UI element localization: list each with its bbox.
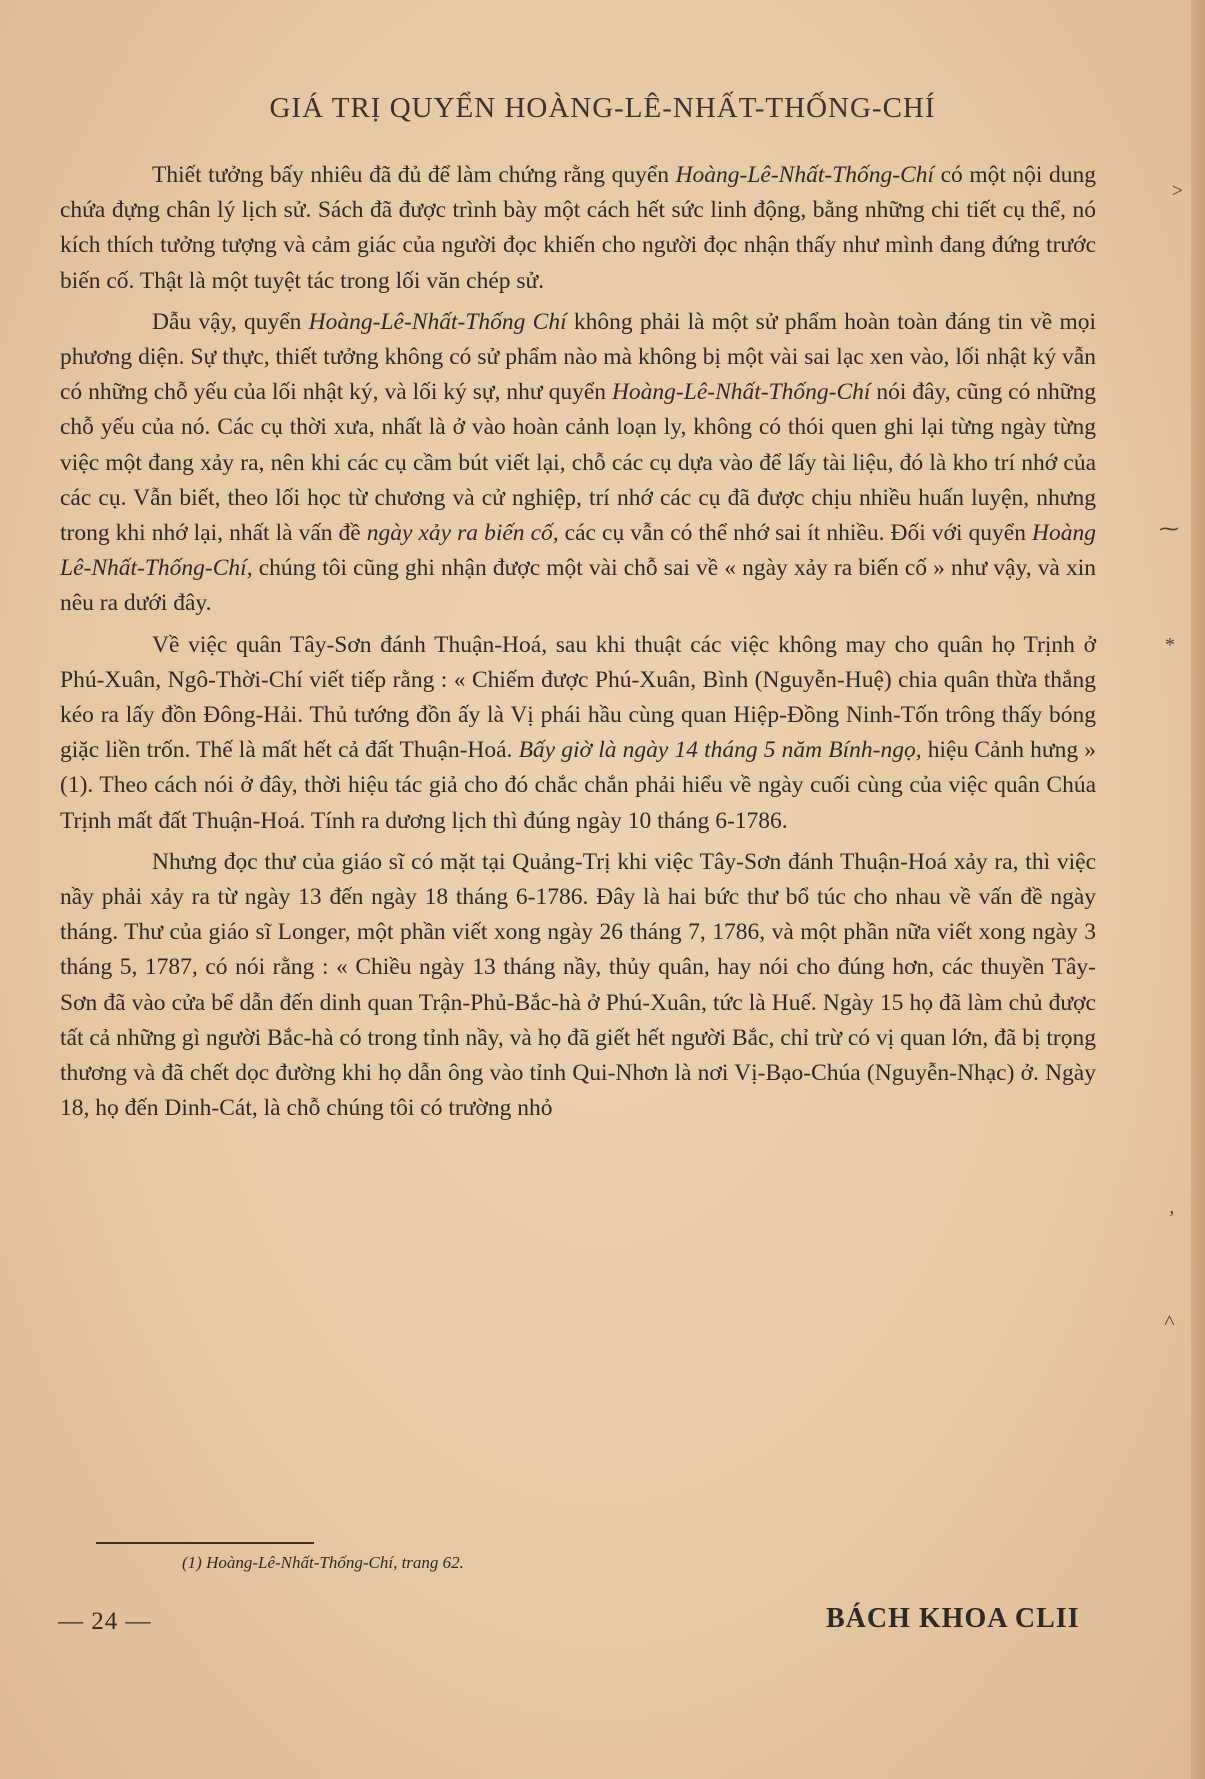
paragraph bbox=[60, 305, 1096, 622]
italic-run: Bấy giờ là ngày 14 tháng 5 năm Bính-ngọ, bbox=[518, 737, 922, 764]
magazine-issue: BÁCH KHOA CLII bbox=[826, 1603, 1080, 1634]
italic-run: Hoàng-Lê-Nhất-Thống-Chí bbox=[675, 162, 935, 188]
text-run: Về việc quân Tây-Sơn đánh Thuận-Hoá, sau khi thuật các việc không may cho quân họ Trịnh ở Phú-Xuân, Ngô-Thời-Chí viết tiếp rằng : « Chiếm được Phú-Xuân, Bình (Nguyễn-Huệ) chia quân thừa thắng kéo ra lấy đồn Đông-Hải. Thủ tướng đồn ấy là Vị phái hầu cùng quan Hiệp-Đồng Ninh-Tốn trông thấy bóng giặc liền trốn. Thế là mất hết cả đất Thuận-Hoá. bbox=[60, 631, 1096, 764]
article-title: GIÁ TRỊ QUYỂN HOÀNG-LÊ-NHẤT-THỐNG-CHÍ bbox=[269, 92, 936, 124]
margin-mark: * bbox=[1165, 634, 1175, 656]
footnote-divider bbox=[96, 1542, 314, 1544]
text-run: các cụ vẫn có thể nhớ sai ít nhiều. Đối với quyển bbox=[558, 520, 1033, 547]
italic-run: Hoàng-Lê-Nhất-Thống-Chí bbox=[611, 379, 871, 406]
margin-mark: ⁓ bbox=[1159, 518, 1179, 540]
italic-run: Hoàng-Lê-Nhất-Thống Chí bbox=[308, 308, 567, 335]
paragraph bbox=[60, 628, 1096, 839]
article-body bbox=[60, 158, 1096, 1132]
text-run: Dẫu vậy, quyển bbox=[152, 308, 309, 335]
italic-run: ngày xảy ra biến cố, bbox=[366, 520, 559, 547]
page-edge-shadow bbox=[1191, 0, 1205, 1779]
text-run: chúng tôi cũng ghi nhận được một vài chỗ sai về « ngày xảy ra biến cố » như vậy, và xin nêu ra dưới đây. bbox=[60, 555, 1096, 617]
text-run: nói đây, cũng có những chỗ yếu của nó. Các cụ thời xưa, nhất là ở vào hoàn cảnh loạn ly, không có thói quen ghi lại từng ngày từng việc một đang xảy ra, nên khi các cụ cầm bút viết lại, chỗ các cụ dựa vào để lấy tài liệu, đó là kho trí nhớ của các cụ. Vẫn biết, theo lối học từ chương và cử nghiệp, trí nhớ các cụ đã được chịu nhiều huấn luyện, nhưng trong khi nhớ lại, nhất là vấn đề bbox=[60, 379, 1097, 547]
page-number: — 24 — bbox=[58, 1608, 152, 1635]
margin-mark: ‚ bbox=[1168, 1196, 1175, 1218]
paragraph bbox=[60, 158, 1096, 299]
text-run: không phải là một sử phẩm hoàn toàn đáng tin về mọi phương diện. Sự thực, thiết tưởng không có sử phẩm nào mà không bị một vài sai lạc xen vào, lối nhật ký vẫn có những chỗ yếu của lối nhật ký, và lối ký sự, như quyển bbox=[60, 308, 1096, 406]
footnote bbox=[182, 1553, 464, 1573]
text-run: hiệu Cảnh hưng » (1). Theo cách nói ở đây, thời hiệu tác giả cho đó chắc chắn phải hiểu về ngày cuối cùng của việc quân Chúa Trịnh mất đất Thuận-Hoá. Tính ra dương lịch thì đúng ngày 10 tháng 6-1786. bbox=[60, 737, 1096, 834]
footnote-marker: (1) bbox=[182, 1553, 202, 1572]
text-run: có một nội dung chứa đựng chân lý lịch sử. Sách đã được trình bày một cách hết sức linh động, bằng những chi tiết cụ thể, nó kích thích tưởng tượng và cảm giác của người đọc khiến cho người đọc nhận thấy như mình đang đứng trước biến cố. Thật là một tuyệt tác trong lối văn chép sử. bbox=[60, 162, 1096, 294]
text-run: Nhưng đọc thư của giáo sĩ có mặt tại Quảng-Trị khi việc Tây-Sơn đánh Thuận-Hoá xảy ra, thì việc nầy phải xảy ra từ ngày 13 đến ngày 18 tháng 6-1786. Đây là hai bức thư bổ túc cho nhau về vấn đề ngày tháng. Thư của giáo sĩ Longer, một phần viết xong ngày 26 tháng 7, 1786, và một phần nữa viết xong ngày 3 tháng 5, 1787, có nói rằng : « Chiều ngày 13 tháng nầy, thủy quân, hay nói cho đúng hơn, các thuyền Tây-Sơn đã vào cửa bể dẫn đến dinh quan Trận-Phủ-Bắc-hà ở Phú-Xuân, tức là Huế. Ngày 15 họ đã làm chủ được tất cả những gì người Bắc-hà có trong tỉnh nầy, và họ đã giết hết người Bắc, chỉ trừ có vị quan lớn, đã bị trọng thương và đã chết dọc đường khi họ dẫn ông vào tỉnh Qui-Nhơn là nơi Vị-Bạo-Chúa (Nguyễn-Nhạc) ở. Ngày 18, họ đến Dinh-Cát, là chỗ chúng tôi có trường nhỏ bbox=[60, 848, 1096, 1122]
paragraph bbox=[60, 845, 1096, 1127]
footnote-text: Hoàng-Lê-Nhất-Thống-Chí, trang 62. bbox=[206, 1553, 464, 1572]
margin-mark: ˃ bbox=[1171, 180, 1183, 202]
text-run: Thiết tưởng bấy nhiêu đã đủ để làm chứng rằng quyển bbox=[152, 162, 676, 188]
margin-mark: ˄ bbox=[1163, 1310, 1175, 1332]
italic-run: Hoàng Lê-Nhất-Thống-Chí, bbox=[60, 520, 1096, 582]
